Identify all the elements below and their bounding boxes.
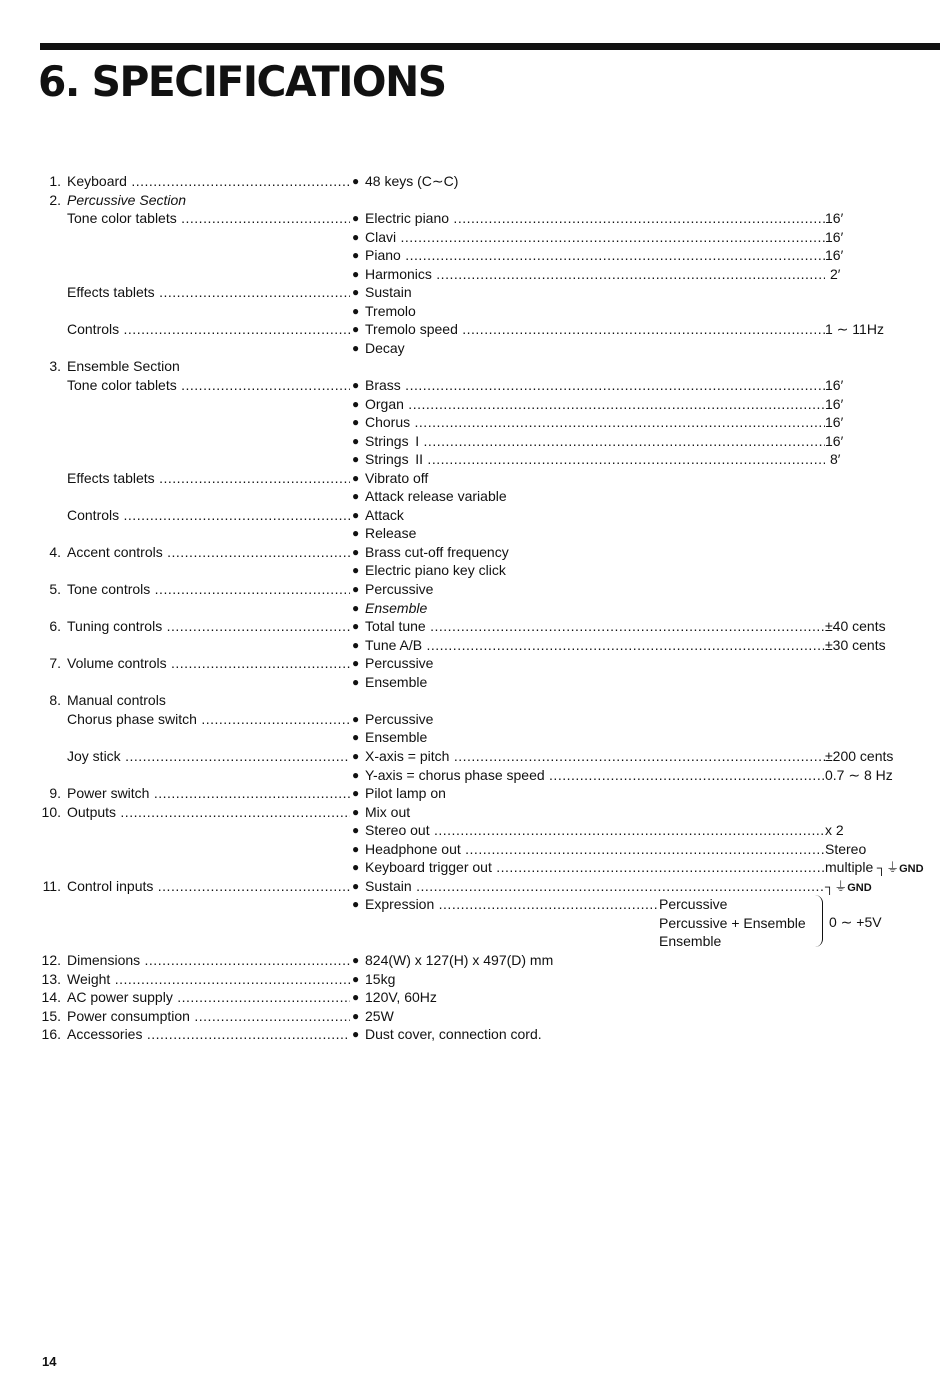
spec-value [830, 265, 840, 283]
bullet-icon: ● [352, 266, 360, 281]
spec-value-text: 0.7 ∼ 8 Hz [825, 766, 893, 783]
bullet-icon: ● [352, 1027, 360, 1042]
spec-number: 1. [49, 173, 61, 189]
spec-row [0, 840, 950, 859]
bullet-icon: ● [352, 285, 360, 300]
spec-row [0, 561, 950, 580]
spec-label: Accessories ..... [67, 1025, 350, 1043]
spec-number: 5. [49, 581, 61, 598]
spec-item: Dust cover, connection cord. [365, 1026, 542, 1043]
bullet-icon: ● [352, 823, 360, 838]
spec-value-text: 16′ [825, 414, 844, 431]
spec-item: Pilot lamp on [365, 785, 446, 802]
bullet-icon: ● [352, 619, 360, 634]
spec-row [0, 970, 950, 989]
spec-number: 8. [49, 692, 61, 709]
bullet-icon: ● [352, 952, 360, 967]
spec-value-text: Stereo [825, 840, 867, 857]
spec-row [0, 283, 950, 302]
spec-item: Tremolo [365, 302, 416, 319]
bullet-icon: ● [352, 878, 360, 893]
expression-target: Percussive [659, 896, 728, 913]
bullet-icon: ● [352, 748, 360, 763]
spec-value-text: multiple [825, 859, 874, 876]
spec-value-text: ±40 cents [825, 618, 886, 635]
spec-item: Electric piano key click [365, 562, 506, 579]
bullet-icon: ● [352, 841, 360, 856]
spec-value [825, 395, 843, 413]
spec-row [0, 784, 950, 803]
expression-range: 0 ∼ +5V [829, 914, 882, 931]
spec-row [0, 228, 950, 247]
spec-row [0, 543, 950, 562]
bullet-icon: ● [352, 990, 360, 1005]
spec-item: Percussive [365, 655, 434, 672]
spec-row [0, 524, 950, 543]
bullet-icon: ● [352, 174, 360, 188]
bullet-icon: ● [352, 415, 360, 430]
spec-value [825, 228, 843, 246]
spec-number: 10. [41, 803, 61, 820]
spec-row [0, 376, 950, 395]
spec-item: Ensemble [365, 673, 428, 690]
spec-value [825, 821, 844, 839]
spec-number: 14. [41, 989, 61, 1006]
bullet-icon: ● [352, 433, 360, 448]
spec-label: Power consumption ..... [67, 1007, 350, 1025]
spec-value-text: 16′ [825, 395, 844, 412]
spec-item: Headphone out ..... [365, 840, 825, 858]
spec-row [0, 506, 950, 525]
spec-item: 25W [365, 1007, 394, 1024]
spec-row [0, 617, 950, 636]
bullet-icon: ● [352, 767, 360, 782]
spec-number: 9. [49, 785, 61, 802]
spec-row [0, 357, 950, 376]
spec-item: Harmonics ..... [365, 265, 825, 283]
spec-label: Joy stick ..... [67, 747, 350, 765]
spec-row [0, 747, 950, 766]
spec-item: Electric piano ..... [365, 209, 825, 227]
spec-number: 15. [41, 1007, 61, 1024]
page-number: 14 [42, 1354, 57, 1369]
spec-label: Power switch ..... [67, 784, 350, 802]
spec-value-text: 16′ [825, 432, 844, 449]
ground-label: GND [847, 881, 872, 894]
spec-label: Dimensions ..... [67, 951, 350, 969]
spec-item: Ensemble [365, 729, 428, 746]
spec-item: Percussive [365, 710, 434, 727]
spec-item: 120V, 60Hz [365, 989, 437, 1006]
spec-row [0, 636, 950, 655]
spec-row [0, 246, 950, 265]
spec-item: 48 keys (C∼C) [365, 173, 459, 189]
spec-value [825, 413, 843, 431]
spec-label: Keyboard ..... [67, 172, 350, 190]
bullet-icon: ● [352, 786, 360, 801]
spec-label: AC power supply ..... [67, 988, 350, 1006]
spec-label: Effects tablets ..... [67, 469, 350, 487]
bullet-icon: ● [352, 507, 360, 522]
spec-row [0, 988, 950, 1007]
bullet-icon: ● [352, 730, 360, 745]
spec-row [0, 691, 950, 710]
bullet-icon: ● [352, 303, 360, 318]
page-title: 6. SPECIFICATIONS [38, 57, 446, 106]
bullet-icon: ● [352, 489, 360, 504]
spec-item: Keyboard trigger out ..... [365, 858, 825, 876]
spec-row [0, 395, 950, 414]
expression-target: Percussive + Ensemble [659, 914, 806, 931]
spec-row [0, 432, 950, 451]
spec-row [0, 654, 950, 673]
spec-item: Clavi ..... [365, 228, 825, 246]
bullet-icon: ● [352, 396, 360, 411]
spec-label: Outputs ..... [67, 803, 350, 821]
spec-item: Piano ..... [365, 246, 825, 264]
spec-value [830, 450, 840, 468]
bullet-icon: ● [352, 600, 360, 615]
spec-label: Ensemble Section [67, 358, 180, 375]
spec-item: Chorus ..... [365, 413, 825, 431]
spec-label: Tone color tablets ..... [67, 376, 350, 394]
spec-value-text: 16′ [825, 210, 844, 227]
spec-item: Total tune ..... [365, 617, 825, 635]
spec-item: Stereo out ..... [365, 821, 825, 839]
spec-value [825, 320, 884, 338]
spec-item: Tune A/B ..... [365, 636, 825, 654]
spec-row [0, 710, 950, 729]
spec-row [0, 580, 950, 599]
spec-row [0, 728, 950, 747]
spec-row [0, 858, 950, 877]
spec-row [0, 320, 950, 339]
spec-row [0, 191, 950, 210]
spec-label: Weight ..... [67, 970, 350, 988]
spec-row [0, 1007, 950, 1026]
spec-item: Y-axis = chorus phase speed ..... [365, 766, 825, 784]
spec-item: X-axis = pitch ..... [365, 747, 825, 765]
spec-row [0, 265, 950, 284]
spec-item: 15kg [365, 970, 396, 987]
spec-row [0, 487, 950, 506]
spec-label: Manual controls [67, 692, 166, 709]
spec-item: Ensemble [365, 599, 428, 616]
ground-icon: ┐⏚ [873, 860, 900, 876]
spec-item: Percussive [365, 581, 434, 598]
spec-value-text: 8′ [830, 451, 841, 468]
spec-label: Controls ..... [67, 320, 350, 338]
spec-row [0, 951, 950, 970]
spec-value [825, 376, 843, 394]
spec-row [0, 1025, 950, 1044]
bullet-icon: ● [352, 674, 360, 689]
spec-value-text: 16′ [825, 247, 844, 264]
bullet-icon: ● [352, 860, 360, 875]
spec-value [825, 617, 886, 635]
spec-number: 4. [49, 543, 61, 560]
spec-item: Tremolo speed ..... [365, 320, 825, 338]
spec-number: 16. [41, 1026, 61, 1043]
bullet-icon: ● [352, 211, 360, 226]
spec-item: Decay [365, 339, 405, 356]
bullet-icon: ● [352, 897, 360, 912]
spec-value-text: 16′ [825, 377, 844, 394]
header-rule [40, 43, 940, 50]
bullet-icon: ● [352, 452, 360, 467]
spec-item: Release [365, 525, 417, 542]
bullet-icon: ● [352, 582, 360, 597]
spec-item: 824(W) x 127(H) x 497(D) mm [365, 951, 554, 968]
spec-row [0, 932, 950, 951]
spec-value [825, 858, 924, 878]
bullet-icon: ● [352, 971, 360, 986]
spec-item: Expression ..... [365, 895, 659, 913]
spec-label: Chorus phase switch ..... [67, 710, 350, 728]
spec-value [825, 840, 866, 858]
spec-value [825, 636, 886, 654]
bullet-icon: ● [352, 656, 360, 671]
spec-item: Mix out [365, 803, 411, 820]
spec-number: 6. [49, 618, 61, 635]
bullet-icon: ● [352, 470, 360, 485]
spec-value [825, 246, 843, 264]
spec-value [825, 432, 843, 450]
spec-number: 7. [49, 655, 61, 672]
spec-number: 13. [41, 970, 61, 987]
bullet-icon: ● [352, 248, 360, 263]
spec-value-text: ±30 cents [825, 636, 886, 653]
expression-target: Ensemble [659, 933, 722, 950]
spec-row [0, 209, 950, 228]
spec-row [0, 599, 950, 618]
spec-item: Attack release variable [365, 488, 507, 505]
spec-label: Tuning controls ..... [67, 617, 350, 635]
spec-item: Brass ..... [365, 376, 825, 394]
spec-label: Effects tablets ..... [67, 283, 350, 301]
bullet-icon: ● [352, 804, 360, 819]
spec-label: Tone color tablets ..... [67, 209, 350, 227]
bullet-icon: ● [352, 563, 360, 578]
spec-row [0, 821, 950, 840]
spec-row [0, 339, 950, 358]
bullet-icon: ● [352, 229, 360, 244]
bullet-icon: ● [352, 340, 360, 355]
spec-label: Percussive Section [67, 191, 187, 208]
spec-value [825, 766, 893, 784]
spec-value-text: ±200 cents [825, 747, 894, 764]
spec-item: Vibrato off [365, 469, 429, 486]
spec-row [0, 469, 950, 488]
spec-value [825, 747, 893, 765]
spec-item: Strings I ..... [365, 432, 825, 450]
spec-row [0, 413, 950, 432]
spec-row [0, 877, 950, 896]
spec-number: 11. [42, 877, 61, 894]
spec-row [0, 914, 950, 933]
spec-item: Attack [365, 506, 404, 523]
spec-number: 3. [49, 358, 61, 375]
spec-item: Brass cut-off frequency [365, 543, 509, 560]
spec-value-text: 2′ [830, 265, 841, 282]
spec-label: Tone controls ..... [67, 580, 350, 598]
spec-number: 2. [49, 191, 61, 208]
spec-label: Accent controls ..... [67, 543, 350, 561]
spec-label: Controls ..... [67, 506, 350, 524]
ground-label: GND [899, 863, 924, 876]
spec-item: Organ ..... [365, 395, 825, 413]
spec-row [0, 302, 950, 321]
spec-value [825, 877, 872, 897]
bullet-icon: ● [352, 378, 360, 393]
bullet-icon: ● [352, 544, 360, 559]
spec-item: Sustain [365, 284, 412, 301]
bullet-icon: ● [352, 711, 360, 726]
bullet-icon: ● [352, 1008, 360, 1023]
ground-icon: ┐⏚ [825, 878, 848, 894]
spec-value-text: 1 ∼ 11Hz [825, 321, 884, 338]
spec-value [825, 209, 843, 227]
spec-value-text: 16′ [825, 228, 844, 245]
bullet-icon: ● [352, 526, 360, 541]
spec-number: 12. [41, 951, 61, 968]
spec-row [0, 803, 950, 822]
spec-row [0, 450, 950, 469]
spec-row [0, 673, 950, 692]
bullet-icon: ● [352, 322, 360, 337]
specifications-list [0, 172, 950, 1044]
spec-item: Strings II ..... [365, 450, 825, 468]
spec-row [0, 172, 950, 191]
spec-value-text: x 2 [825, 822, 844, 839]
bullet-icon: ● [352, 637, 360, 652]
spec-label: Control inputs ..... [67, 877, 350, 895]
spec-label: Volume controls ..... [67, 654, 350, 672]
spec-item: Sustain ..... [365, 877, 825, 895]
spec-row [0, 766, 950, 785]
